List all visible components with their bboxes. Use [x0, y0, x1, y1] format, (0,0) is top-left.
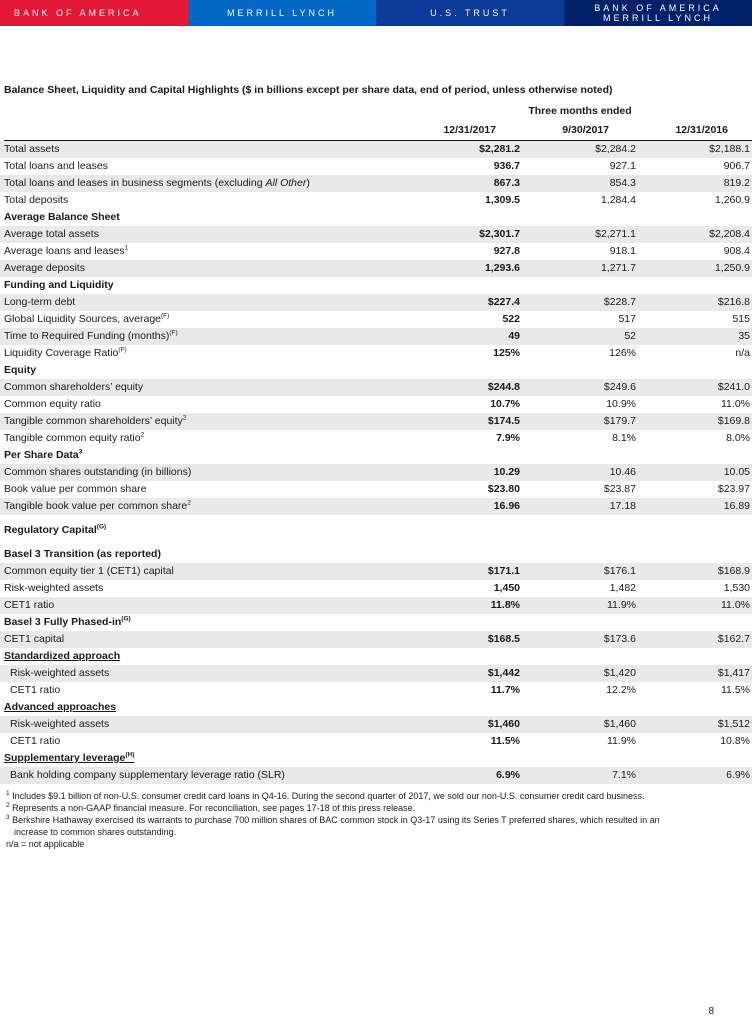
value-cell: $2,281.2	[479, 143, 520, 155]
table-row	[0, 716, 752, 733]
value-cell: 10.8%	[720, 735, 750, 747]
value-cell: 11.0%	[721, 398, 750, 410]
row-label: Tangible common equity ratio$^2$	[4, 431, 145, 444]
column-header-q4-2016: 12/31/2016	[675, 124, 728, 136]
section-header-row	[0, 362, 752, 379]
value-cell: $171.1	[487, 565, 520, 577]
value-cell: 10.7%	[490, 398, 520, 410]
value-cell: $23.97	[717, 483, 750, 495]
row-label: Total assets	[4, 143, 60, 155]
value-cell: 11.5%	[721, 684, 750, 696]
row-label: Tangible common shareholders’ equity$^2$	[4, 414, 187, 427]
value-cell: $162.7	[717, 633, 750, 645]
value-cell: 908.4	[723, 245, 750, 257]
value-cell: 1,530	[723, 582, 750, 594]
banner-bofa-merrill-line2: MERRILL LYNCH	[602, 13, 713, 23]
value-cell: $1,442	[487, 667, 520, 679]
value-cell: 8.1%	[612, 432, 636, 444]
table-row	[0, 631, 752, 648]
row-label: Tangible book value per common share$^2$	[4, 499, 191, 512]
value-cell: 52	[624, 330, 636, 342]
value-cell: $216.8	[717, 296, 750, 308]
value-cell: 11.8%	[490, 599, 520, 611]
section-header-row	[0, 614, 752, 631]
value-cell: 11.9%	[607, 735, 636, 747]
footnote-3: $^3$ Berkshire Hathaway exercised its warrants to purchase 700 million shares of BAC common stock in Q3-17 using its Series T preferred shares, which resulted in an	[6, 814, 660, 825]
period-header: Three months ended	[528, 105, 632, 117]
value-cell: 1,271.7	[600, 262, 636, 274]
table-row	[0, 665, 752, 682]
value-cell: 1,482	[609, 582, 636, 594]
row-label: Bank holding company supplementary leverage ratio (SLR)	[10, 769, 285, 781]
row-label: CET1 ratio	[4, 599, 55, 611]
value-cell: $1,512	[717, 718, 750, 730]
value-cell: $174.5	[487, 415, 520, 427]
section-header-row	[0, 515, 752, 539]
row-label: Risk-weighted assets	[4, 582, 104, 594]
row-label: Book value per common share	[4, 483, 147, 495]
table-row	[0, 481, 752, 498]
table-row	[0, 243, 752, 260]
row-label: CET1 capital	[4, 633, 65, 645]
table-row	[0, 328, 752, 345]
value-cell: $1,460	[487, 718, 520, 730]
value-cell: 49	[508, 330, 520, 342]
section-label: Per Share Data$^3$	[4, 448, 83, 461]
section-label: Basel 3 Transition (as reported)	[4, 548, 161, 560]
value-cell: 927.8	[493, 245, 520, 257]
section-header-row	[0, 277, 752, 294]
table-row	[0, 413, 752, 430]
table-row	[0, 260, 752, 277]
section-header-row	[0, 648, 752, 665]
row-label: Average deposits	[4, 262, 85, 274]
page-title: Balance Sheet, Liquidity and Capital Highlights ($ in billions except per share data, end of period, unless otherwise noted)	[4, 84, 613, 96]
table-row	[0, 498, 752, 515]
table-row	[0, 158, 752, 175]
section-label: Equity	[4, 364, 37, 376]
value-cell: 515	[732, 313, 750, 325]
row-label: CET1 ratio	[10, 684, 61, 696]
value-cell: 6.9%	[726, 769, 750, 781]
value-cell: 918.1	[609, 245, 636, 257]
value-cell: 8.0%	[726, 432, 750, 444]
value-cell: 35	[738, 330, 750, 342]
banner-bofa-merrill	[564, 0, 752, 26]
row-label: Risk-weighted assets	[10, 667, 110, 679]
value-cell: $179.7	[603, 415, 636, 427]
row-label: Average total assets	[4, 228, 99, 240]
value-cell: 16.89	[723, 500, 750, 512]
table-row	[0, 733, 752, 750]
table-row	[0, 192, 752, 209]
value-cell: $227.4	[487, 296, 520, 308]
row-label: Time to Required Funding (months)$^{(F)}$	[4, 329, 178, 342]
table-row	[0, 226, 752, 243]
row-label: Global Liquidity Sources, average$^{(F)}$	[4, 312, 170, 325]
table-row	[0, 396, 752, 413]
value-cell: 126%	[609, 347, 636, 359]
section-label: Standardized approach	[4, 650, 121, 662]
section-header-row	[0, 447, 752, 464]
value-cell: 936.7	[493, 160, 520, 172]
value-cell: 11.0%	[721, 599, 750, 611]
banner-us-trust: U.S. TRUST	[376, 0, 564, 26]
table-row	[0, 294, 752, 311]
column-header-q4-2017: 12/31/2017	[443, 124, 496, 136]
section-header-row	[0, 209, 752, 226]
value-cell: $176.1	[603, 565, 636, 577]
value-cell: $2,284.2	[595, 143, 636, 155]
column-header-q3-2017: 9/30/2017	[562, 124, 609, 136]
table-row	[0, 379, 752, 396]
table-row	[0, 430, 752, 447]
value-cell: 11.7%	[490, 684, 520, 696]
value-cell: $169.8	[717, 415, 750, 427]
value-cell: 819.2	[723, 177, 750, 189]
value-cell: 927.1	[609, 160, 636, 172]
value-cell: 906.7	[723, 160, 750, 172]
footnotes	[6, 790, 742, 850]
footnote-3-continued: increase to common shares outstanding.	[14, 827, 177, 837]
value-cell: 11.5%	[490, 735, 520, 747]
section-header-row	[0, 750, 752, 767]
value-cell: 7.9%	[496, 432, 520, 444]
value-cell: 1,450	[493, 582, 520, 594]
banner-merrill-lynch: MERRILL LYNCH	[188, 0, 376, 26]
value-cell: 16.96	[493, 500, 520, 512]
row-label: Liquidity Coverage Ratio$^{(F)}$	[4, 346, 127, 359]
value-cell: 10.9%	[606, 398, 636, 410]
value-cell: 7.1%	[612, 769, 636, 781]
table-row	[0, 580, 752, 597]
table-row	[0, 311, 752, 328]
section-label: Basel 3 Fully Phased-$in^{(G)}$	[4, 615, 131, 628]
banner-bank-of-america: BANK OF AMERICA	[0, 0, 188, 26]
row-label: Common shares outstanding (in billions)	[4, 466, 192, 478]
value-cell: $1,420	[603, 667, 636, 679]
table-row	[0, 141, 752, 158]
value-cell: 1,250.9	[714, 262, 750, 274]
value-cell: 1,284.4	[600, 194, 636, 206]
row-label: Long-term debt	[4, 296, 76, 308]
value-cell: $23.87	[603, 483, 636, 495]
table-row	[0, 175, 752, 192]
highlights-table	[0, 141, 752, 784]
value-cell: n/a	[735, 347, 750, 359]
value-cell: 125%	[493, 347, 520, 359]
section-label: Regulatory Capital$^{(G)}$	[4, 523, 107, 536]
row-label: Common shareholders’ equity	[4, 381, 144, 393]
row-label: Total deposits	[4, 194, 69, 206]
value-cell: 1,309.5	[484, 194, 520, 206]
section-header-row	[0, 699, 752, 716]
section-label: Supplementary leverage$^{(H)}$	[4, 751, 135, 764]
footnote-1: $^1$ Includes $9.1 billion of non-U.S. consumer credit card loans in Q4-16. During the second quarter of 2017, we sold our non-U.S. consumer credit card business.	[6, 790, 645, 801]
value-cell: 17.18	[609, 500, 636, 512]
na-note: n/a = not applicable	[6, 839, 85, 849]
value-cell: 867.3	[493, 177, 520, 189]
value-cell: $168.5	[487, 633, 520, 645]
row-label: CET1 ratio	[10, 735, 61, 747]
banner-bofa-merrill-line1: BANK OF AMERICA	[594, 3, 722, 13]
value-cell: $244.8	[487, 381, 520, 393]
brand-banner	[0, 0, 752, 26]
section-label: Funding and Liquidity	[4, 279, 114, 291]
value-cell: $168.9	[717, 565, 750, 577]
table-row	[0, 345, 752, 362]
footnote-2: $^2$ Represents a non-GAAP financial measure. For reconciliation, see pages 17-18 of this press release.	[6, 802, 416, 813]
table-row	[0, 767, 752, 784]
value-cell: $1,460	[603, 718, 636, 730]
table-row	[0, 464, 752, 481]
value-cell: $249.6	[603, 381, 636, 393]
value-cell: 6.9%	[496, 769, 520, 781]
value-cell: 10.29	[493, 466, 520, 478]
value-cell: $241.0	[717, 381, 750, 393]
value-cell: $23.80	[487, 483, 520, 495]
value-cell: 522	[502, 313, 520, 325]
value-cell: $2,208.4	[709, 228, 750, 240]
value-cell: 517	[618, 313, 636, 325]
row-label: Common equity tier 1 (CET1) capital	[4, 565, 174, 577]
section-label: Advanced approaches	[4, 701, 117, 713]
row-label: Common equity ratio	[4, 398, 101, 410]
value-cell: 1,260.9	[714, 194, 750, 206]
section-label: Average Balance Sheet	[4, 211, 120, 223]
value-cell: $2,188.1	[709, 143, 750, 155]
value-cell: $173.6	[603, 633, 636, 645]
table-row	[0, 682, 752, 699]
section-header-row	[0, 539, 752, 563]
value-cell: 10.05	[723, 466, 750, 478]
row-label: Total loans and leases in business segments (excluding All Other)	[4, 177, 310, 189]
value-cell: $228.7	[603, 296, 636, 308]
value-cell: 12.2%	[606, 684, 636, 696]
value-cell: $1,417	[717, 667, 750, 679]
row-label: Total loans and leases	[4, 160, 108, 172]
value-cell: $2,301.7	[479, 228, 520, 240]
row-label: Average loans and leases$^1$	[4, 244, 129, 257]
value-cell: 11.9%	[607, 599, 636, 611]
table-row	[0, 597, 752, 614]
value-cell: 10.46	[609, 466, 636, 478]
value-cell: 1,293.6	[484, 262, 520, 274]
table-row	[0, 563, 752, 580]
row-label: Risk-weighted assets	[10, 718, 110, 730]
page-number: 8	[708, 1006, 714, 1017]
value-cell: 854.3	[609, 177, 636, 189]
value-cell: $2,271.1	[595, 228, 636, 240]
